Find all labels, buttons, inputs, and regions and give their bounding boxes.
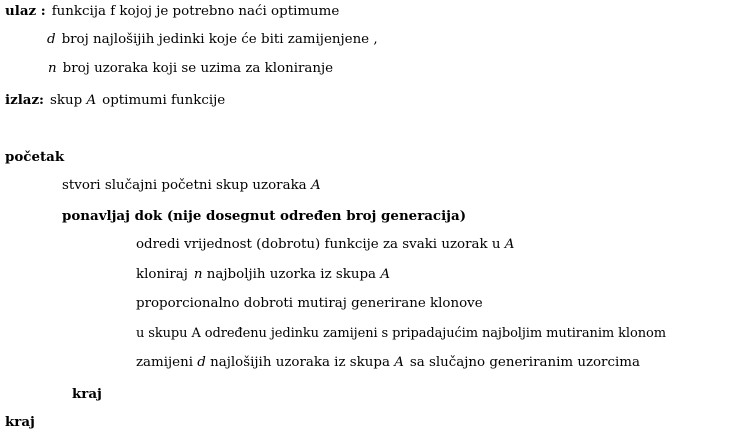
input-text: funkcija f kojoj je potrebno naći optimume (51, 4, 340, 19)
step5-symbol2: A (394, 355, 404, 370)
param-d-text: broj najlošijih jedinki koje će biti zamijenjene , (61, 32, 378, 47)
output-text-after: optimumi funkcije (102, 93, 226, 108)
end-keyword: kraj (5, 414, 35, 430)
output-label: izlaz: (5, 92, 45, 108)
step2-symbol: n (193, 267, 203, 282)
param-n-symbol: n (48, 61, 57, 76)
begin-keyword: početak (5, 149, 65, 165)
step2-pre: kloniraj (136, 267, 188, 282)
step2-mid: najboljih uzorka iz skupa (206, 267, 377, 282)
step1-line (136, 236, 514, 254)
step2-symbol2: A (380, 267, 390, 282)
param-n-text: broj uzoraka koji se uzima za kloniranje (62, 61, 334, 76)
step5-line (136, 354, 640, 372)
step5-symbol: d (197, 355, 206, 370)
param-d-line (47, 31, 378, 49)
loop-header: ponavljaj dok (nije dosegnut određen broj generacija) (62, 208, 467, 224)
step5-post: sa slučajno generiranim uzorcima (409, 355, 640, 370)
step1-symbol: A (504, 237, 515, 252)
output-text-before: skup (50, 93, 83, 108)
input-label: ulaz : (5, 3, 46, 19)
output-line (5, 91, 225, 110)
output-symbol: A (86, 93, 97, 108)
step5-mid: najlošijih uzoraka iz skupa (210, 355, 390, 370)
step1-text: odredi vrijednost (dobrotu) funkcije za svaki uzorak u (136, 237, 501, 252)
input-line (5, 2, 339, 21)
init-line (62, 177, 321, 195)
param-d-symbol: d (47, 32, 56, 47)
step4-line: u skupu A određenu jedinku zamijeni s pripadajućim najboljim mutiranim klonom (136, 326, 666, 341)
init-symbol: A (310, 178, 321, 193)
loop-end-keyword: kraj (72, 386, 102, 402)
step2-line (136, 266, 390, 284)
step3-line: proporcionalno dobroti mutiraj generirane klonove (136, 296, 483, 311)
param-n-line (48, 60, 333, 78)
init-text: stvori slučajni početni skup uzoraka (62, 178, 307, 193)
step5-pre: zamijeni (136, 355, 194, 370)
